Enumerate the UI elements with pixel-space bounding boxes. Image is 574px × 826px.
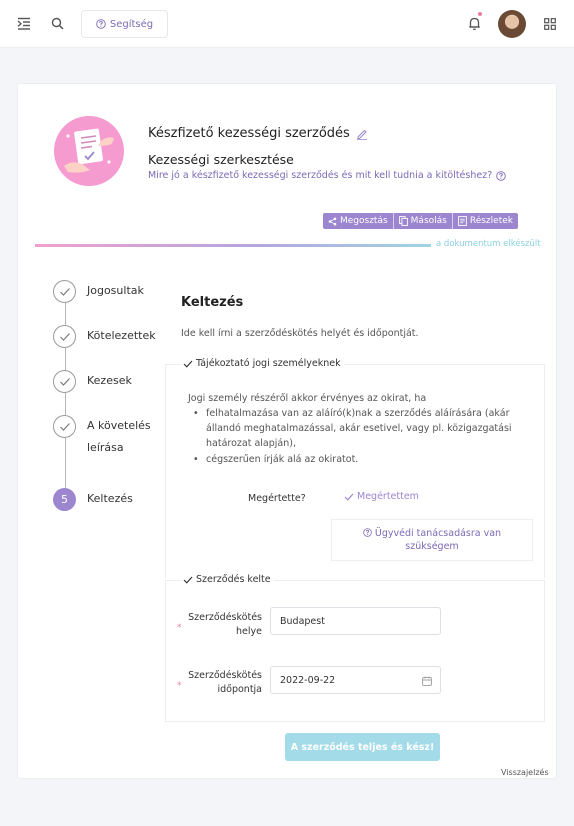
step-connector (65, 393, 66, 415)
date-legend (180, 574, 274, 585)
check-icon (59, 287, 71, 297)
share-label: Megosztás (340, 216, 388, 226)
document-details-icon (458, 216, 467, 226)
document-subtitle: Kezességi szerkesztése (148, 152, 294, 167)
required-marker: * (177, 681, 182, 691)
submit-contract-button[interactable]: A szerződés teljes és kész! (285, 733, 440, 761)
step-5-label[interactable]: Keltezés (87, 492, 133, 505)
list-item: • cégszerűen írják alá az okiratot. (188, 452, 533, 467)
copy-icon (399, 216, 408, 226)
section-description: Ide kell írni a szerződéskötés helyét és időpontját. (181, 328, 419, 339)
understood-label: Megértette? (248, 493, 306, 504)
share-icon (328, 217, 337, 226)
edit-pencil-icon[interactable] (356, 128, 368, 140)
bell-icon[interactable] (468, 16, 481, 31)
details-label: Részletek (469, 216, 513, 226)
step-1-label[interactable]: Jogosultak (87, 284, 144, 297)
place-label: Szerződéskötés helye (188, 612, 262, 637)
search-icon[interactable] (51, 17, 64, 30)
document-illustration (54, 116, 124, 186)
info-legend (180, 358, 344, 369)
feedback-link[interactable]: Visszajelzés (501, 768, 549, 777)
step-5-status[interactable]: 5 (53, 488, 76, 511)
top-bar (0, 0, 574, 48)
info-intro: Jogi személy részéről akkor érvényes az okirat, ha (188, 393, 427, 404)
progress-label: a dokumentum elkészült (436, 239, 541, 249)
check-icon (59, 377, 71, 387)
help-label: Segítség (109, 18, 154, 30)
calendar-icon[interactable] (422, 676, 432, 686)
info-question-text: Mire jó a készfizető kezességi szerződés és mit kell tudnia a kitöltéshez? (148, 170, 493, 181)
legal-entity-info-block (165, 358, 545, 578)
info-question-link[interactable] (148, 170, 506, 181)
help-button[interactable] (81, 10, 168, 38)
apps-grid-icon[interactable] (544, 18, 556, 30)
step-connector (65, 348, 66, 370)
step-4-status[interactable] (53, 415, 76, 438)
menu-toggle-icon[interactable] (17, 17, 31, 30)
list-item: • felhatalmazása van az aláíró(k)nak a szerződés aláírására (akár állandó meghatalmazással, akár esetivel, vagy pl. közigazgatási határozat alapján), (188, 406, 533, 451)
date-value: 2022-09-22 (280, 674, 336, 686)
check-icon (344, 493, 354, 501)
step-3-label[interactable]: Kezesek (87, 374, 132, 387)
step-connector (65, 303, 66, 325)
step-4-label[interactable]: A követelés leírása (87, 419, 151, 454)
step-1-status[interactable] (53, 280, 76, 303)
check-icon (183, 576, 193, 584)
info-legend-text: Tájékoztató jogi személyeknek (196, 358, 341, 369)
contract-date-block (165, 574, 545, 722)
lawyer-button-content (348, 527, 516, 553)
required-marker: * (177, 623, 182, 633)
place-input[interactable] (270, 607, 441, 635)
question-circle-icon (363, 528, 372, 537)
lawyer-button-label: Ügyvédi tanácsadásra van szükségem (374, 528, 502, 552)
notification-dot (478, 12, 482, 16)
avatar[interactable] (498, 10, 526, 38)
step-connector (65, 438, 66, 488)
check-icon (59, 332, 71, 342)
check-icon (183, 360, 193, 368)
date-label: Szerződéskötés időpontja (188, 670, 262, 695)
details-button[interactable] (453, 213, 518, 229)
understood-button-label: Megértettem (357, 491, 419, 502)
document-card (17, 83, 557, 779)
section-title: Keltezés (181, 295, 244, 310)
document-actions (323, 213, 518, 229)
copy-label: Másolás (410, 216, 447, 226)
date-input[interactable] (270, 666, 441, 694)
date-legend-text: Szerződés kelte (196, 574, 271, 585)
question-circle-icon (496, 171, 506, 181)
step-3-status[interactable] (53, 370, 76, 393)
completion-progress-bar (35, 244, 431, 247)
understood-button[interactable] (344, 491, 419, 502)
lawyer-consultation-button[interactable] (331, 519, 533, 561)
step-2-label[interactable]: Kötelezettek (87, 329, 156, 342)
contract-icon (54, 116, 124, 186)
question-circle-icon (96, 19, 106, 29)
check-icon (59, 422, 71, 432)
copy-button[interactable] (394, 213, 453, 229)
share-button[interactable] (323, 213, 394, 229)
info-bullets (188, 406, 533, 468)
document-title: Készfizető kezességi szerződés (148, 126, 350, 141)
step-2-status[interactable] (53, 325, 76, 348)
document-title-row (148, 126, 368, 141)
